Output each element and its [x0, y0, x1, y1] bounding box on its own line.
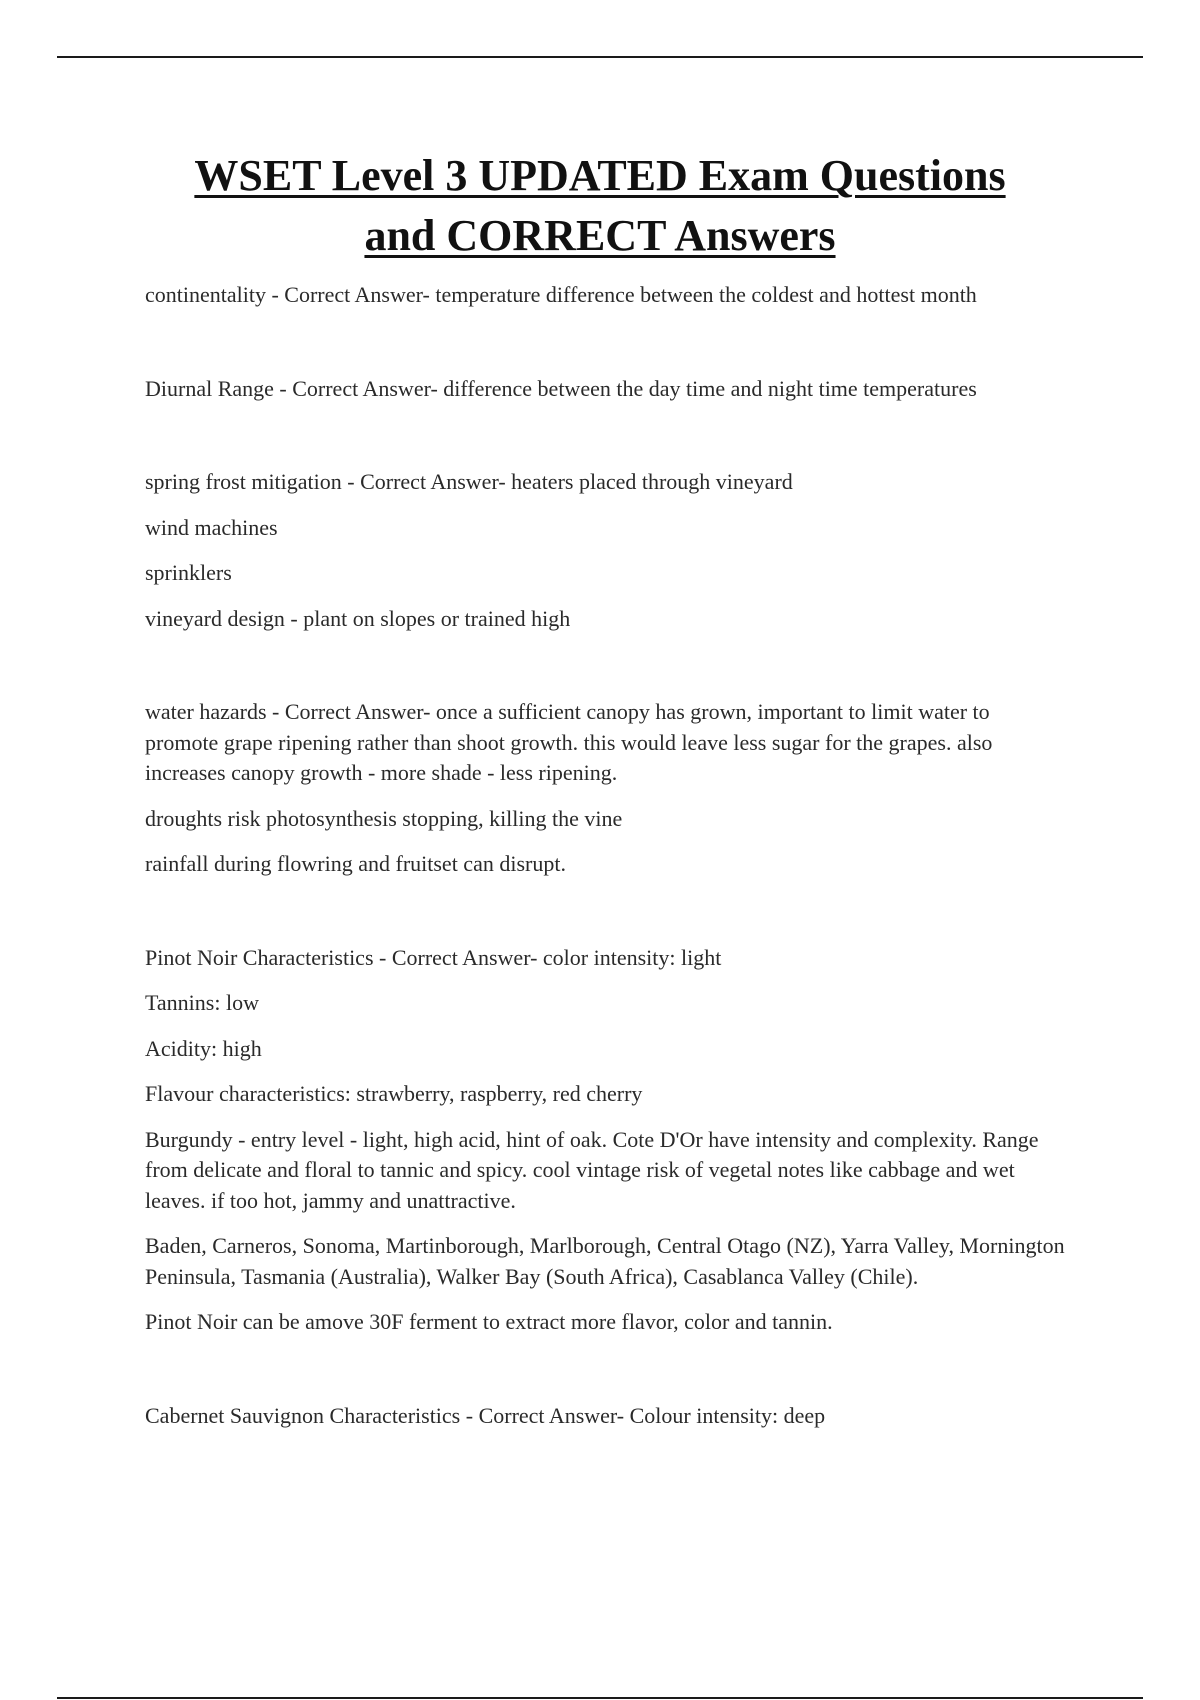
- qa-entry-continentality: [145, 280, 1065, 311]
- entry-line: Pinot Noir Characteristics - Correct Answer- color intensity: light: [145, 944, 722, 970]
- document-title: [100, 146, 1100, 266]
- entry-line: Baden, Carneros, Sonoma, Martinborough, Marlborough, Central Otago (NZ), Yarra Valley, Mornington Peninsula, Tasmania (Australia), Walker Bay (South Africa), Casablanca Valley (Chile).: [145, 1233, 1065, 1289]
- entry-line: Diurnal Range - Correct Answer- difference between the day time and night time temperatures: [145, 375, 977, 401]
- entry-line: droughts risk photosynthesis stopping, killing the vine: [145, 805, 623, 831]
- qa-entry-pinot-noir: [145, 943, 1065, 1338]
- qa-entry-water-hazards: [145, 697, 1065, 880]
- entry-line: sprinklers: [145, 560, 232, 585]
- entry-line: Cabernet Sauvignon Characteristics - Correct Answer- Colour intensity: deep: [145, 1402, 826, 1428]
- entry-line: Burgundy - entry level - light, high acid, hint of oak. Cote D'Or have intensity and complexity. Range from delicate and floral to tannic and spicy. cool vintage risk of vegetal notes like cabbage and wet leaves. if too hot, jammy and unattractive.: [145, 1126, 1039, 1213]
- entry-line: Flavour characteristics: strawberry, raspberry, red cherry: [145, 1081, 643, 1106]
- qa-entry-diurnal-range: [145, 374, 1065, 405]
- entry-line: spring frost mitigation - Correct Answer- heaters placed through vineyard: [145, 469, 793, 494]
- bottom-rule: [57, 1697, 1143, 1699]
- entry-line: continentality - Correct Answer- temperature difference between the coldest and hottest month: [145, 282, 977, 307]
- document-body: [145, 280, 1065, 1431]
- entry-line: wind machines: [145, 514, 278, 540]
- title-line-1: WSET Level 3 UPDATED Exam Questions: [194, 151, 1006, 200]
- entry-line: rainfall during flowring and fruitset can disrupt.: [145, 851, 566, 876]
- qa-entry-spring-frost: [145, 467, 1065, 634]
- top-rule: [57, 56, 1143, 58]
- title-line-2: and CORRECT Answers: [364, 211, 836, 260]
- entry-line: Pinot Noir can be amove 30F ferment to extract more flavor, color and tannin.: [145, 1309, 833, 1334]
- entry-line: water hazards - Correct Answer- once a sufficient canopy has grown, important to limit water to promote grape ripening rather than shoot growth. this would leave less sugar for the grapes. also increases canopy growth - more shade - less ripening.: [145, 699, 993, 785]
- entry-line: vineyard design - plant on slopes or trained high: [145, 605, 571, 631]
- entry-line: Tannins: low: [145, 990, 259, 1015]
- entry-line: Acidity: high: [145, 1035, 262, 1061]
- qa-entry-cabernet-sauvignon: [145, 1401, 1065, 1432]
